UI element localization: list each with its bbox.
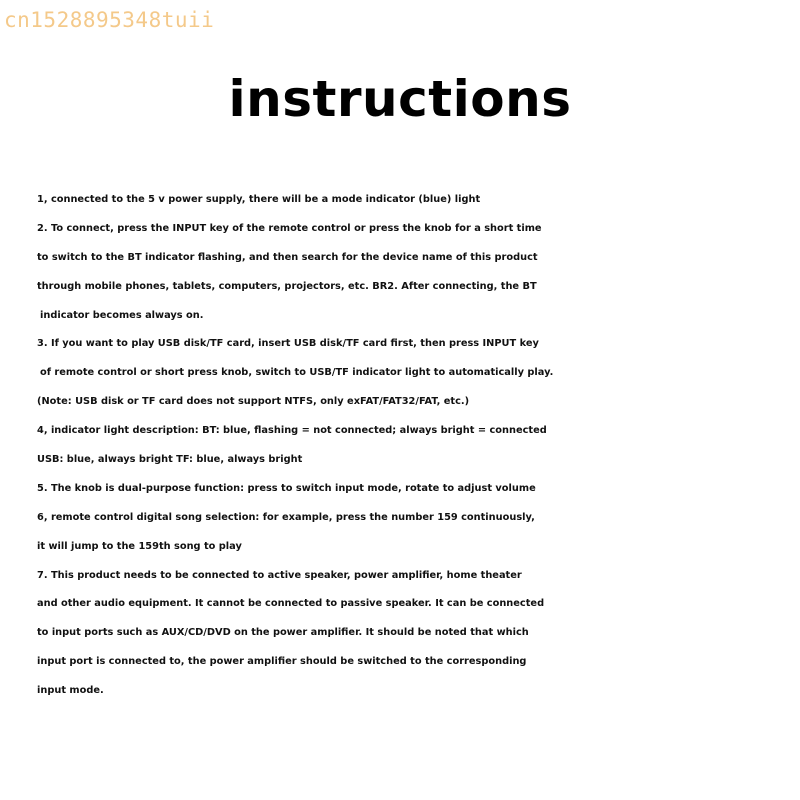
instruction-line: 2. To connect, press the INPUT key of the remote control or press the knob for a short time <box>37 222 542 234</box>
instruction-line: 7. This product needs to be connected to active speaker, power amplifier, home theater <box>37 569 522 581</box>
instruction-line: to switch to the BT indicator flashing, and then search for the device name of this product <box>37 251 538 263</box>
page-title: instructions <box>228 70 572 128</box>
instruction-line: USB: blue, always bright TF: blue, always bright <box>37 454 303 466</box>
instruction-line: of remote control or short press knob, switch to USB/TF indicator light to automatically play. <box>40 367 554 379</box>
instruction-line: and other audio equipment. It cannot be connected to passive speaker. It can be connected <box>37 598 545 610</box>
instructions-body <box>37 186 797 706</box>
instruction-line: input mode. <box>37 685 104 697</box>
instruction-line: input port is connected to, the power amplifier should be switched to the corresponding <box>37 656 527 668</box>
instruction-line: 4, indicator light description: BT: blue, flashing = not connected; always bright = connected <box>37 425 547 437</box>
instruction-line: 3. If you want to play USB disk/TF card, insert USB disk/TF card first, then press INPUT key <box>37 338 539 350</box>
instruction-line: it will jump to the 159th song to play <box>37 540 242 552</box>
instruction-line: to input ports such as AUX/CD/DVD on the power amplifier. It should be noted that which <box>37 627 529 639</box>
instruction-line: (Note: USB disk or TF card does not support NTFS, only exFAT/FAT32/FAT, etc.) <box>37 396 470 408</box>
instruction-line: through mobile phones, tablets, computers, projectors, etc. BR2. After connecting, the BT <box>37 280 537 292</box>
instruction-line: 6, remote control digital song selection: for example, press the number 159 continuously, <box>37 511 535 523</box>
instruction-line: 1, connected to the 5 v power supply, there will be a mode indicator (blue) light <box>37 194 481 205</box>
instruction-line: 5. The knob is dual-purpose function: press to switch input mode, rotate to adjust volume <box>37 482 536 494</box>
watermark-text: cn1528895348tuii <box>4 8 215 32</box>
instruction-line: indicator becomes always on. <box>40 309 204 321</box>
